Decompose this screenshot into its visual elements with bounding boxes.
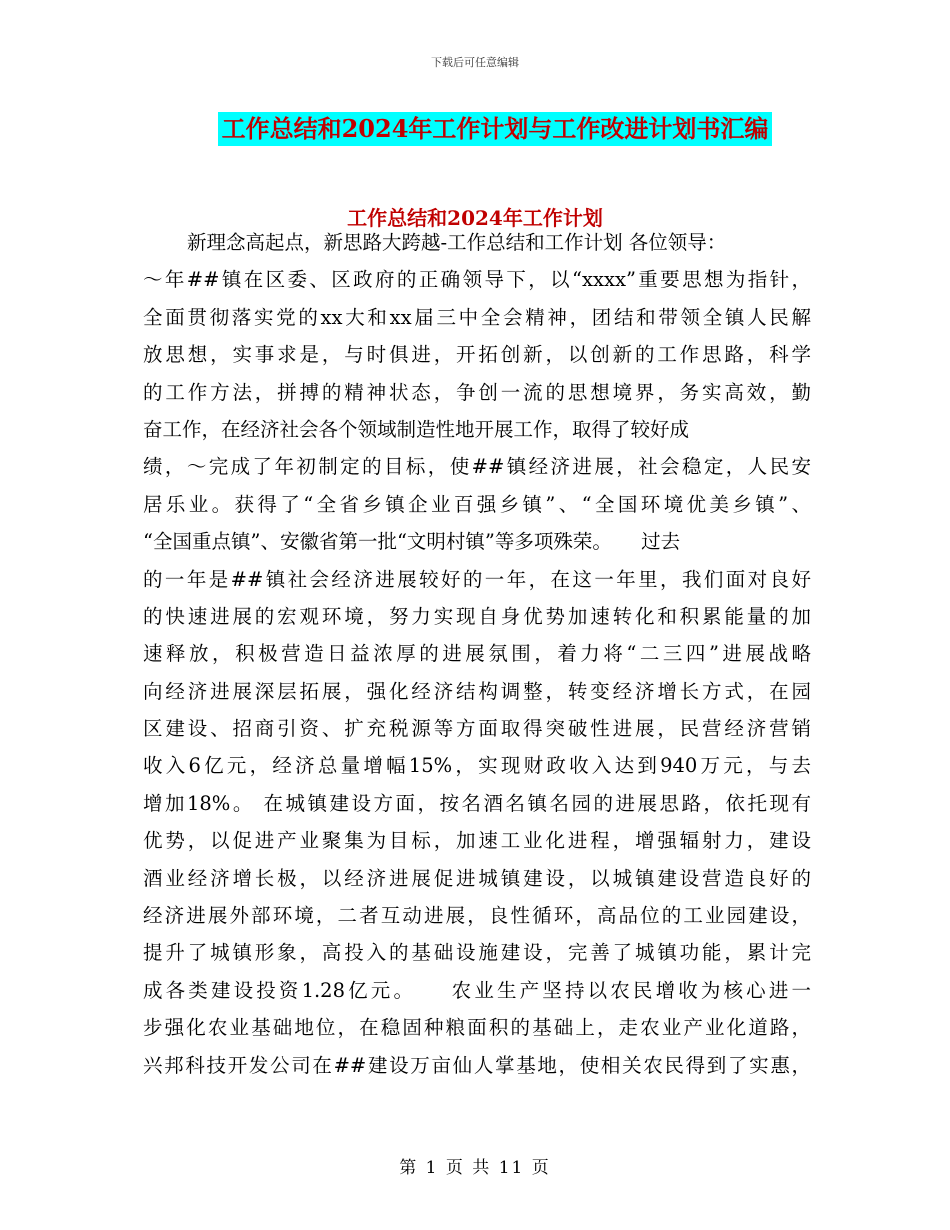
body-line: 经济进展外部环境，二者互动进展，良性循环，高品位的工业园建设， bbox=[143, 904, 811, 928]
header-note: 下载后可任意编辑 bbox=[431, 56, 519, 69]
body-line: 全面贯彻落实党的xx大和xx届三中全会精神，团结和带领全镇人民解 bbox=[143, 305, 811, 329]
body-line: “全国重点镇”、安徽省第一批“文明村镇”等多项殊荣。 过去 bbox=[143, 530, 681, 554]
body-line: 的一年是##镇社会经济进展较好的一年，在这一年里，我们面对良好 bbox=[143, 567, 811, 591]
body-line: 向经济进展深层拓展，强化经济结构调整，转变经济增长方式，在园 bbox=[143, 679, 811, 703]
body-line: 放思想，实事求是，与时俱进，开拓创新，以创新的工作思路，科学 bbox=[143, 343, 811, 367]
body-line: 的工作方法，拼搏的精神状态，争创一流的思想境界，务实高效，勤 bbox=[143, 380, 811, 404]
main-title: 工作总结和2024年工作计划与工作改进计划书汇编 bbox=[218, 112, 773, 146]
page-footer: 第 1 页 共 11 页 bbox=[399, 1158, 551, 1178]
body-line: 奋工作，在经济社会各个领域制造性地开展工作，取得了较好成 bbox=[143, 417, 690, 441]
body-line: 新理念高起点，新思路大跨越-工作总结和工作计划 各位领导： bbox=[187, 231, 727, 254]
body-line: 的快速进展的宏观环境，努力实现自身优势加速转化和积累能量的加 bbox=[143, 604, 811, 628]
body-line: ～年##镇在区委、区政府的正确领导下，以“xxxx”重要思想为指针， bbox=[143, 268, 811, 292]
body-line: 兴邦科技开发公司在##建设万亩仙人掌基地，使相关农民得到了实惠， bbox=[143, 1053, 811, 1077]
body-line: 酒业经济增长极，以经济进展促进城镇建设，以城镇建设营造良好的 bbox=[143, 866, 811, 890]
body-line: 提升了城镇形象，高投入的基础设施建设，完善了城镇功能，累计完 bbox=[143, 941, 811, 965]
body-line: 速释放，积极营造日益浓厚的进展氛围，着力将“二三四”进展战略 bbox=[143, 642, 811, 666]
main-title-wrap bbox=[0, 112, 950, 146]
body-line: 收入6亿元，经济总量增幅15%，实现财政收入达到940万元，与去 bbox=[143, 754, 811, 778]
body-line: 成各类建设投资1.28亿元。 农业生产坚持以农民增收为核心进一 bbox=[143, 978, 811, 1002]
body-line: 居乐业。获得了“全省乡镇企业百强乡镇”、“全国环境优美乡镇”、 bbox=[143, 492, 811, 516]
body-text bbox=[143, 224, 811, 1084]
body-line: 优势，以促进产业聚集为目标，加速工业化进程，增强辐射力，建设 bbox=[143, 829, 811, 853]
body-line: 区建设、招商引资、扩充税源等方面取得突破性进展，民营经济营销 bbox=[143, 717, 811, 741]
sub-title: 工作总结和2024年工作计划 bbox=[347, 206, 603, 230]
body-line: 增加18%。 在城镇建设方面，按名酒名镇名园的进展思路，依托现有 bbox=[143, 791, 811, 815]
body-line: 绩，～完成了年初制定的目标，使##镇经济进展，社会稳定，人民安 bbox=[143, 455, 811, 479]
body-line: 步强化农业基础地位，在稳固种粮面积的基础上，走农业产业化道路， bbox=[143, 1016, 811, 1040]
